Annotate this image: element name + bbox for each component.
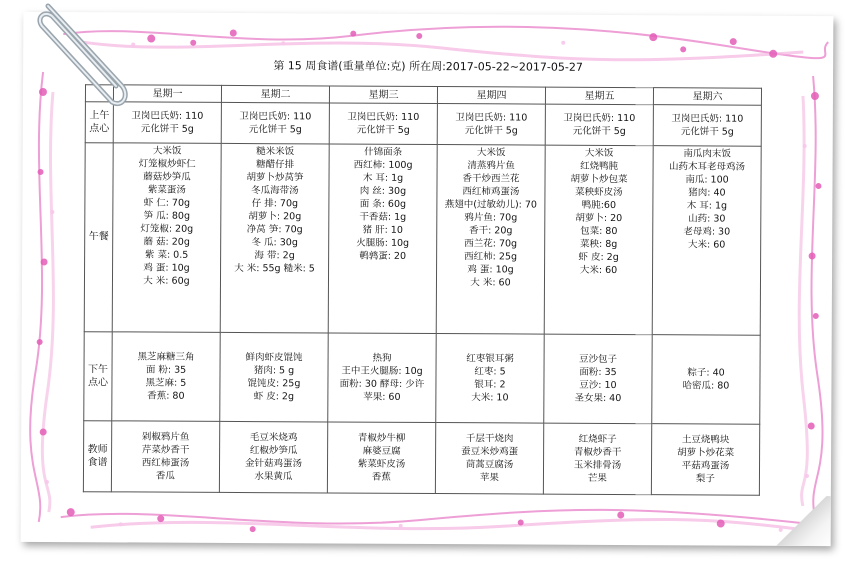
afternoon-cell-day-1 — [112, 332, 220, 421]
row-label-lunch: 午餐 — [84, 142, 113, 332]
afternoon-cell-day-5 — [544, 335, 652, 424]
menu-line: 灯笼椒炒虾仁 — [138, 158, 196, 170]
menu-line: 胡萝卜炒花菜 — [677, 447, 735, 459]
menu-line: 蘑 菇: 20g — [143, 236, 190, 248]
menu-line: 糖醋仔排 — [256, 158, 295, 170]
morning-cell-day-3 — [329, 103, 437, 144]
page-curl — [771, 496, 831, 546]
menu-line: 卫岗巴氏奶: 110 — [455, 111, 528, 124]
menu-line: 仔 排: 70g — [251, 197, 299, 209]
menu-line: 黑芝麻: 5 — [145, 377, 187, 390]
menu-line: 大米: 10 — [471, 392, 509, 404]
menu-line: 火腿肠: 10g — [356, 237, 410, 249]
teacher-menu-row — [83, 421, 759, 495]
menu-line: 卫岗巴氏奶: 110 — [671, 113, 744, 125]
menu-line: 芹菜炒香干 — [141, 444, 190, 456]
menu-line: 卫岗巴氏奶: 110 — [131, 110, 204, 122]
menu-line: 大米饭 — [584, 147, 614, 159]
menu-line: 面粉: 35 — [579, 367, 617, 379]
menu-line: 红烧鸭肫 — [580, 160, 619, 172]
menu-line: 元化饼干 5g — [248, 123, 302, 136]
menu-line: 黑芝麻糖三角 — [137, 351, 195, 364]
menu-line: 千层干烧肉 — [465, 433, 514, 445]
menu-line: 青椒炒牛柳 — [357, 432, 406, 445]
menu-line: 梨子 — [695, 473, 715, 485]
menu-line: 鲜肉虾皮馄饨 — [245, 352, 303, 364]
lunch-cell-day-1 — [112, 142, 221, 332]
menu-line: 蚕豆米炒鸡蛋 — [461, 446, 519, 458]
menu-line: 南瓜: 100 — [685, 173, 729, 186]
menu-line: 茼蒿豆腐汤 — [465, 459, 514, 471]
menu-line: 老母鸡: 30 — [683, 225, 731, 238]
menu-line: 猪肉: 40 — [688, 186, 726, 199]
lunch-row — [84, 142, 761, 335]
menu-paper — [21, 12, 834, 546]
row-label-morning-snack: 上午点心 — [85, 102, 113, 143]
menu-line: 蘑菇炒笋瓜 — [143, 171, 191, 183]
row-label-teacher-menu: 教师食谱 — [83, 421, 111, 492]
menu-line: 卫岗巴氏奶: 110 — [239, 110, 312, 123]
teacher-cell-day-3 — [327, 422, 435, 493]
menu-line: 卫岗巴氏奶: 110 — [347, 111, 420, 123]
menu-line: 糙米米饭 — [256, 145, 295, 157]
menu-line: 紫菜虾皮汤 — [357, 458, 406, 471]
menu-line: 元化饼干 5g — [572, 125, 626, 137]
menu-line: 西红柿: 25g — [464, 250, 518, 263]
menu-line: 紫菜蛋汤 — [147, 184, 186, 196]
afternoon-cell-day-2 — [220, 333, 328, 422]
menu-line: 青椒炒香干 — [573, 446, 622, 459]
weekly-menu-table — [83, 84, 762, 496]
menu-line: 元化饼干 5g — [464, 125, 518, 137]
menu-line: 菜秧: 8g — [580, 238, 618, 250]
menu-line: 虾 皮: 2g — [578, 251, 619, 263]
menu-line: 虾 仁: 70g — [143, 197, 191, 209]
menu-line: 胡萝卜炒莴笋 — [246, 171, 304, 183]
menu-line: 包菜: 80 — [580, 225, 618, 237]
menu-line: 馄饨皮: 25g — [247, 378, 301, 390]
teacher-cell-day-1 — [111, 421, 219, 492]
menu-line: 红枣银耳粥 — [466, 353, 514, 365]
teacher-cell-day-2 — [219, 422, 327, 493]
menu-line: 菜秧虾皮汤 — [575, 186, 623, 198]
menu-line: 笋 瓜: 80g — [143, 210, 191, 222]
menu-line: 山药木耳老母鸡汤 — [669, 160, 746, 173]
menu-line: 红枣: 5 — [474, 366, 506, 378]
menu-line: 香干炒西兰花 — [462, 172, 520, 185]
afternoon-cell-day-4 — [436, 334, 544, 423]
menu-line: 灯笼椒: 20g — [140, 223, 194, 235]
menu-line: 鸡 蛋: 10g — [467, 263, 514, 276]
menu-line: 西红柿: 100g — [353, 159, 413, 171]
teacher-cell-day-4 — [435, 423, 543, 494]
menu-line: 剁椒鸦片鱼 — [141, 431, 190, 443]
menu-line: 净莴 笋: 70g — [246, 223, 303, 235]
menu-line: 银耳: 2 — [474, 379, 506, 391]
menu-line: 芒果 — [587, 472, 607, 485]
lunch-cell-day-4 — [436, 144, 545, 334]
menu-line: 毛豆米烧鸡 — [249, 432, 298, 444]
lunch-cell-day-6 — [652, 145, 761, 335]
menu-line: 苹果: 60 — [363, 391, 401, 404]
menu-line: 干香菇: 1g — [359, 211, 407, 223]
menu-line: 大米: 60 — [687, 238, 726, 251]
menu-line: 豆沙包子 — [579, 354, 618, 366]
menu-line: 豆沙: 10 — [579, 380, 617, 392]
menu-line: 西兰花: 70g — [464, 237, 518, 250]
afternoon-snack-row — [84, 332, 760, 424]
menu-line: 卫岗巴氏奶: 110 — [563, 112, 636, 124]
menu-line: 大 米: 55g 糙米: 5 — [234, 262, 315, 274]
menu-line: 大 米: 60 — [470, 276, 511, 288]
menu-line: 燕翅中(过敏幼儿): 70 — [444, 198, 538, 211]
afternoon-cell-day-3 — [328, 333, 436, 422]
menu-line: 香蕉: 80 — [147, 390, 185, 403]
menu-line: 猪肉: 5 g — [253, 365, 295, 377]
lunch-cell-day-5 — [544, 145, 653, 335]
morning-snack-row — [85, 102, 761, 146]
menu-line: 肉 丝: 30g — [359, 185, 407, 197]
menu-line: 粽子: 40 — [687, 367, 725, 379]
teacher-cell-day-6 — [651, 424, 759, 495]
menu-line: 香干: 20g — [469, 224, 513, 236]
menu-line: 大 米: 60g — [143, 275, 190, 287]
menu-line: 鸦片鱼: 70g — [464, 211, 518, 224]
paperclip-icon — [22, 0, 142, 120]
menu-line: 什锦面条 — [364, 146, 403, 158]
menu-line: 哈密瓜: 80 — [682, 380, 730, 392]
menu-line: 木 耳: 1g — [362, 172, 404, 184]
afternoon-cell-day-6 — [652, 335, 760, 424]
teacher-cell-day-5 — [543, 423, 651, 494]
menu-line: 面 粉: 35 — [145, 364, 187, 377]
menu-line: 山药: 30 — [688, 212, 726, 225]
menu-line: 胡萝卜: 20 — [575, 212, 623, 224]
menu-line: 金针菇鸡蛋汤 — [244, 458, 303, 470]
lunch-cell-day-2 — [220, 143, 329, 333]
menu-line: 热狗 — [372, 353, 392, 365]
menu-line: 大米: 60 — [579, 264, 618, 276]
menu-line: 胡萝卜: 20g — [248, 210, 302, 222]
header-day-1: 星期一 — [113, 85, 221, 103]
morning-cell-day-4 — [437, 104, 545, 145]
menu-line: 胡萝卜炒包菜 — [570, 173, 628, 185]
menu-line: 冬 瓜: 30g — [251, 236, 298, 248]
header-day-2: 星期二 — [221, 85, 329, 103]
menu-line: 水果黄瓜 — [254, 471, 293, 483]
menu-line: 大米饭 — [476, 146, 506, 158]
menu-line: 大米饭 — [152, 145, 182, 157]
menu-line: 麻婆豆腐 — [362, 445, 401, 457]
menu-line: 面 条: 60g — [359, 198, 407, 210]
menu-line: 冬瓜海带汤 — [251, 184, 299, 196]
menu-line: 南瓜肉末饭 — [683, 147, 731, 160]
menu-line: 王中王火腿肠: 10g — [341, 365, 423, 378]
header-day-3: 星期三 — [329, 86, 437, 104]
menu-line: 香蕉 — [371, 471, 391, 483]
menu-line: 猪 肝: 10 — [362, 224, 403, 236]
menu-line: 紫 菜: 0.5 — [144, 249, 189, 261]
menu-line: 鹌鹑蛋: 20 — [359, 250, 407, 262]
menu-line: 香瓜 — [155, 470, 175, 482]
menu-line: 元化饼干 5g — [356, 124, 410, 136]
menu-line: 元化饼干 5g — [680, 126, 734, 138]
menu-line: 鸡 蛋: 10g — [143, 262, 190, 274]
menu-line: 西红柿蛋汤 — [141, 457, 190, 469]
menu-line: 红椒炒笋瓜 — [249, 445, 298, 457]
menu-line: 海 带: 2g — [254, 249, 295, 261]
menu-line: 玉米排骨汤 — [573, 459, 622, 472]
page-title: 第 15 周食谱(重量单位:克) 所在周:2017-05-22~2017-05-27 — [273, 59, 583, 74]
menu-line: 鸭肫:60 — [581, 199, 617, 211]
menu-line: 土豆烧鸭块 — [681, 434, 730, 446]
menu-line: 圣女果: 40 — [574, 393, 622, 405]
menu-line: 苹果 — [479, 472, 499, 484]
menu-line: 木 耳: 1g — [686, 199, 728, 212]
morning-cell-day-5 — [545, 104, 653, 145]
menu-line: 面粉: 30 酵母: 少许 — [339, 378, 425, 391]
menu-line: 清蒸鸦片鱼 — [467, 159, 515, 172]
morning-cell-day-2 — [221, 103, 329, 144]
menu-line: 红烧虾子 — [578, 433, 617, 446]
menu-line: 元化饼干 5g — [140, 123, 194, 135]
menu-line: 平菇鸡蛋汤 — [681, 460, 730, 472]
header-day-4: 星期四 — [437, 87, 545, 105]
lunch-cell-day-3 — [328, 144, 437, 334]
row-label-afternoon-snack: 下午点心 — [84, 332, 112, 421]
header-day-5: 星期五 — [545, 87, 653, 105]
header-day-6: 星期六 — [653, 88, 761, 106]
menu-line: 虾 皮: 2g — [253, 391, 295, 403]
menu-line: 西红柿鸡蛋汤 — [462, 185, 520, 198]
morning-cell-day-6 — [653, 105, 761, 146]
